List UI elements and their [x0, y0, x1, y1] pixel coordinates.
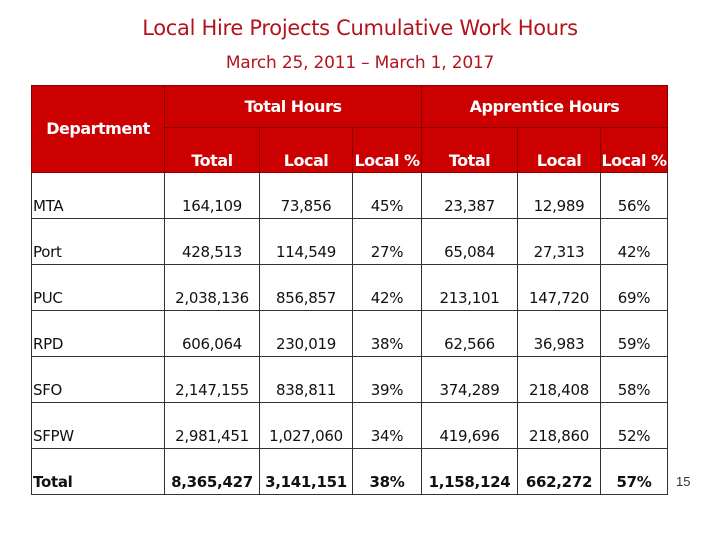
- header-apprentice-total: Total: [422, 128, 518, 173]
- header-apprentice-local-pct: Local %: [601, 128, 668, 173]
- cell-apprentice-local-pct: 52%: [601, 403, 668, 449]
- cell-apprentice-total: 23,387: [422, 173, 518, 219]
- cell-department: SFPW: [32, 403, 165, 449]
- cell-apprentice-local-pct: 59%: [601, 311, 668, 357]
- cell-department: Total: [32, 449, 165, 495]
- cell-local-pct: 38%: [353, 311, 422, 357]
- cell-apprentice-local: 36,983: [518, 311, 601, 357]
- cell-local: 3,141,151: [260, 449, 353, 495]
- cell-local: 230,019: [260, 311, 353, 357]
- cell-local: 838,811: [260, 357, 353, 403]
- table-row: [32, 311, 668, 357]
- header-total-hours: Total Hours: [165, 86, 422, 128]
- cell-total: 8,365,427: [165, 449, 260, 495]
- cell-total: 606,064: [165, 311, 260, 357]
- cell-total: 2,038,136: [165, 265, 260, 311]
- cell-apprentice-local: 147,720: [518, 265, 601, 311]
- cell-local-pct: 45%: [353, 173, 422, 219]
- cell-apprentice-local-pct: 56%: [601, 173, 668, 219]
- cell-apprentice-total: 419,696: [422, 403, 518, 449]
- cell-apprentice-total: 374,289: [422, 357, 518, 403]
- group-header-row: [32, 86, 668, 128]
- cell-apprentice-total: 65,084: [422, 219, 518, 265]
- cell-department: PUC: [32, 265, 165, 311]
- cell-department: MTA: [32, 173, 165, 219]
- cell-total: 2,147,155: [165, 357, 260, 403]
- cell-apprentice-local: 218,408: [518, 357, 601, 403]
- cell-department: Port: [32, 219, 165, 265]
- header-local-pct: Local %: [353, 128, 422, 173]
- cell-apprentice-total: 1,158,124: [422, 449, 518, 495]
- cell-local-pct: 42%: [353, 265, 422, 311]
- cell-apprentice-local: 218,860: [518, 403, 601, 449]
- cell-apprentice-local-pct: 58%: [601, 357, 668, 403]
- cell-local: 856,857: [260, 265, 353, 311]
- table-row: [32, 173, 668, 219]
- header-apprentice-hours: Apprentice Hours: [422, 86, 668, 128]
- cell-apprentice-local: 12,989: [518, 173, 601, 219]
- table-row: [32, 265, 668, 311]
- cell-local-pct: 38%: [353, 449, 422, 495]
- table-row: [32, 357, 668, 403]
- cell-local-pct: 34%: [353, 403, 422, 449]
- cell-apprentice-local-pct: 69%: [601, 265, 668, 311]
- header-total: Total: [165, 128, 260, 173]
- cell-apprentice-local: 27,313: [518, 219, 601, 265]
- cell-department: SFO: [32, 357, 165, 403]
- header-apprentice-local: Local: [518, 128, 601, 173]
- work-hours-table: [31, 85, 668, 495]
- table-row: [32, 219, 668, 265]
- cell-apprentice-local-pct: 42%: [601, 219, 668, 265]
- cell-apprentice-total: 62,566: [422, 311, 518, 357]
- page-number: 15: [676, 474, 691, 489]
- cell-total: 2,981,451: [165, 403, 260, 449]
- cell-apprentice-total: 213,101: [422, 265, 518, 311]
- cell-total: 428,513: [165, 219, 260, 265]
- cell-local: 73,856: [260, 173, 353, 219]
- cell-department: RPD: [32, 311, 165, 357]
- total-row: [32, 449, 668, 495]
- cell-apprentice-local: 662,272: [518, 449, 601, 495]
- table-row: [32, 403, 668, 449]
- slide-title: Local Hire Projects Cumulative Work Hours: [142, 16, 578, 40]
- cell-total: 164,109: [165, 173, 260, 219]
- header-local: Local: [260, 128, 353, 173]
- header-department: Department: [32, 86, 165, 173]
- slide-subtitle: March 25, 2011 – March 1, 2017: [225, 53, 495, 73]
- cell-local: 114,549: [260, 219, 353, 265]
- cell-apprentice-local-pct: 57%: [601, 449, 668, 495]
- cell-local: 1,027,060: [260, 403, 353, 449]
- cell-local-pct: 27%: [353, 219, 422, 265]
- cell-local-pct: 39%: [353, 357, 422, 403]
